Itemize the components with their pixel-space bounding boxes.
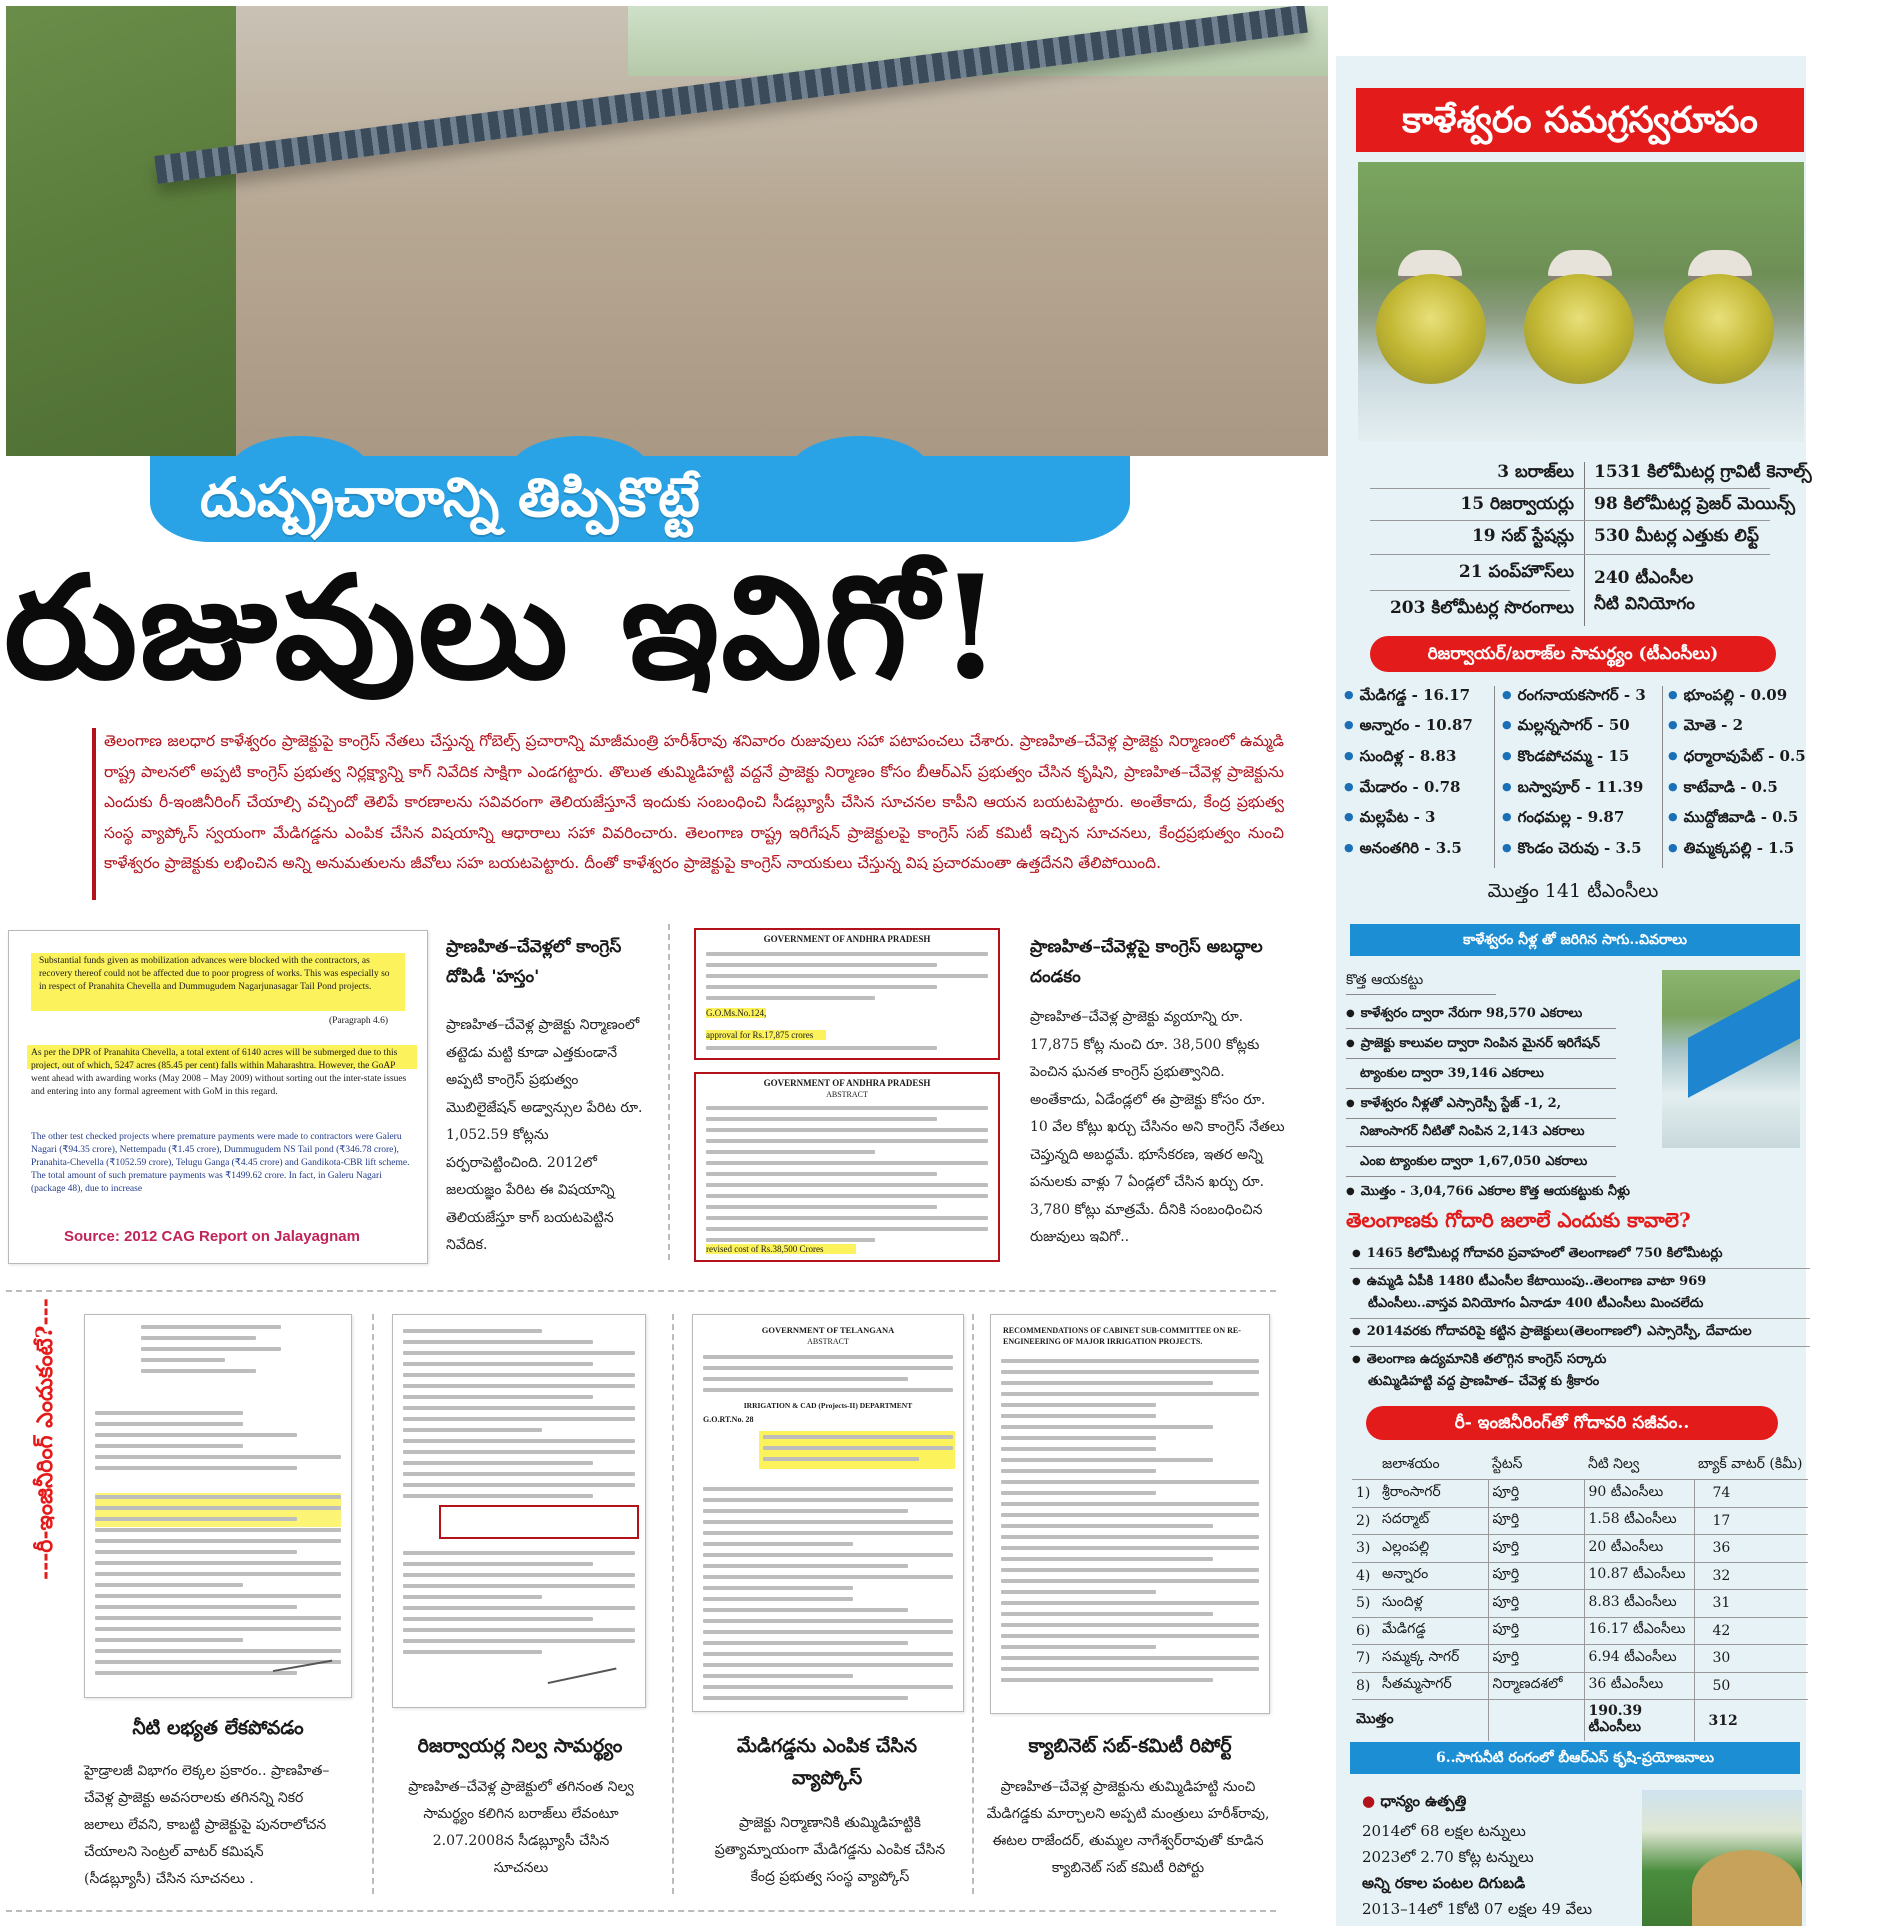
cwc-letter-1 [84,1314,352,1698]
capacity-item: ● అనంతగిరి - 3.5 [1344,839,1462,861]
total-label: మొత్తం [1352,1700,1488,1742]
reason-1-title: నీటి లభ్యత లేకపోవడం [132,1717,304,1739]
stat-right: 98 కిలోమీటర్ల ప్రెజర్ మెయిన్స్ [1594,494,1795,514]
reservoir-name: సుందిళ్ల [1378,1590,1488,1618]
reservoir-storage: 1.58 టీఎంసీలు [1584,1507,1694,1535]
irrigation-title: కాళేశ్వరం నీళ్ల తో జరిగిన సాగు..వివరాలు [1350,924,1800,956]
cag-source-caption: Source: 2012 CAG Report on Jalayagnam [64,1228,360,1245]
page-bottom-divider [6,1910,1276,1912]
list-rule [1350,1318,1810,1319]
list-rule [1346,1176,1616,1177]
go-approval-highlight: approval for Rs.17,875 crores [706,1030,826,1040]
table-header [1352,1452,1378,1480]
reason-1-body: హైడ్రాలజీ విభాగం లెక్కల ప్రకారం.. ప్రాణహిత–చేవెళ్ల ప్రాజెక్టు అవసరాలకు తగినన్ని నికర జలాలు లేవని, కాబట్టి ప్రాజెక్టుపై పునరాలోచన చేయాలని సెంట్రల్ వాటర్ కమిషన్ (సీడబ్ల్యూసీ) చేసిన సూచనలు . [84,1763,330,1887]
stat-right: 530 మీటర్ల ఎత్తుకు లిఫ్ట్ [1594,526,1759,546]
reason-2-body: ప్రాణహిత–చేవెళ్ల ప్రాజెక్టులో తగినంత నిల్వ సామర్థ్యం కలిగిన బరాజ్‌లు లేవంటూ 2.07.2008న సీడబ్ల్యూసీ చేసిన సూచనలు [408,1779,634,1876]
total-backwater: 312 [1694,1700,1808,1742]
reservoir-name: శ్రీరాంసాగర్ [1378,1480,1488,1508]
stat-left: 3 బరాజ్‌లు [1497,462,1574,482]
capacity-item: ● సుందిళ్ల - 8.83 [1344,747,1456,769]
table-row [1352,1480,1808,1508]
stat-right: నీటి వినియోగం [1594,594,1695,614]
cag-para-1: Substantial funds given as mobilization advances were blocked with the contractors, as recovery thereof could not be affected due to poor progress of works. This was especially so in respect of Pranahita Chevella and Dummugudem Nagarjunasagar Tail Pond projects. [39,956,390,992]
reservoir-storage: 90 టీఎంసీలు [1584,1480,1694,1508]
godari-item: ● 2014వరకు గోదావరిపై కట్టిన ప్రాజెక్టులు(తెలంగాణలో) ఎస్సారెస్పీ, దేవాదుల [1352,1324,1752,1342]
stat-left: 21 పంప్‌హౌస్‌లు [1458,562,1574,582]
reservoir-status: పూర్తి [1488,1507,1584,1535]
irrigation-item: ● మొత్తం - 3,04,766 ఎకరాల కొత్త ఆయకట్టుకు నీళ్లు [1346,1184,1796,1202]
section-body-abaddalu: ప్రాణహిత–చేవెళ్ల ప్రాజెక్టు వ్యయాన్ని రూ. 17,875 కోట్ల నుంచి రూ. 38,500 కోట్లకు పెంచిన ఘనత కాంగ్రెస్ ప్రభుత్వానిది. అంతేకాదు, ఏడేండ్లలో ఈ ప్రాజెక్టు కోసం రూ. 10 వేల కోట్లు ఖర్చు చేసినం అని కాంగ్రెస్ నేతలు చెప్తున్నది అబద్ధమే. భూసేకరణ, ఇతర అన్ని పనులకు వాళ్లు 7 ఏండ్లలో చేసిన ఖర్చు రూ. 3,780 కోట్లు మాత్రమే. దీనికి సంబంధించిన రుజువులు ఇవిగో.. [1030,1009,1285,1245]
reservoir-status: పూర్తి [1488,1535,1584,1563]
reservoir-name: ఎల్లంపల్లి [1378,1535,1488,1563]
grid-divider [1494,686,1495,868]
hero-barrage-photo [6,6,1328,456]
letterhead-block [141,1325,281,1395]
go-ts-abstract: ABSTRACT [807,1337,849,1346]
brs-item-label: ధాన్యం ఉత్పత్తి [1380,1792,1467,1810]
list-rule [1350,1346,1810,1347]
table-row [1352,1590,1808,1618]
stat-left: 19 సబ్ స్టేషన్లు [1471,526,1574,546]
capacity-item: ● భూంపల్లి - 0.09 [1668,686,1787,708]
table-row [1352,1507,1808,1535]
row-number: 6) [1352,1617,1378,1645]
reservoir-backwater: 42 [1694,1617,1808,1645]
reservoir-backwater: 17 [1694,1507,1808,1535]
cwc-letter-2 [392,1314,646,1708]
reengineering-side-label: ---రీ-ఇంజినీరింగ్ ఎందుకంటే?--- [32,1298,58,1580]
goap-go-excerpt [692,924,1002,1264]
grid-divider [1662,686,1663,868]
row-number: 3) [1352,1535,1378,1563]
go-number: G.O.Ms.No.124, [706,1008,767,1018]
pump-outlet-photo [1358,162,1804,442]
reservoir-name: అన్నారం [1378,1562,1488,1590]
cag-para-2: As per the DPR of Pranahita Chevella, a total extent of 6140 acres will be submerged due to this project, out of which, 5247 acres (85.45 per cent) falls within Maharashtra. However, the GoAP went ahead with awarding works (May 2008 – May 2009) without sorting out the inter-state issues and entering into any formal agreement with GoM in this regard. [31,1048,407,1097]
water-outlet [1524,274,1634,384]
go-revised-highlight: revised cost of Rs.38,500 Crores [706,1244,856,1254]
grain-heap [1692,1850,1802,1926]
bullet: ● [1362,1792,1381,1810]
water-outlet [1376,274,1486,384]
go-header: GOVERNMENT OF ANDHRA PRADESH [763,934,931,944]
godari-heading: తెలంగాణకు గోదారి జలాలే ఎందుకు కావాలె? [1346,1208,1691,1232]
capacity-item: ● మేడిగడ్డ - 16.17 [1344,686,1470,708]
main-headline: రుజువులు ఇవిగో! [4,545,1004,711]
capacity-title: రిజర్వాయర్/బరాజ్‌ల సామర్థ్యం (టీఎంసీలు) [1370,636,1776,672]
capacity-item: ● గంధమల్ల - 9.87 [1502,808,1624,830]
list-rule [1346,994,1496,995]
table-row [1352,1562,1808,1590]
table-row [1352,1535,1808,1563]
reservoir-status: నిర్మాణదశలో [1488,1672,1584,1700]
stats-rule [1370,488,1770,489]
reengineering-title: రీ- ఇంజినీరింగ్‌తో గోదావరి సజీవం.. [1366,1406,1778,1440]
list-rule [1346,1118,1616,1119]
reservoir-storage: 10.87 టీఎంసీలు [1584,1562,1694,1590]
stat-left: 203 కిలోమీటర్ల సొరంగాలు [1389,598,1574,618]
column-divider [372,1314,374,1894]
row-number: 5) [1352,1590,1378,1618]
stats-divider [1584,462,1585,626]
column-divider [672,1314,674,1894]
banner-bump [790,436,930,506]
row-number: 4) [1352,1562,1378,1590]
capacity-total: మొత్తం 141 టీఎంసీలు [1487,880,1659,902]
blue-spillway [1688,974,1800,1098]
brs-line: 2014లో 68 లక్షల టన్నులు [1362,1822,1526,1840]
go-box-1 [694,928,1000,1060]
reason-4-body: ప్రాణహిత–చేవెళ్ల ప్రాజెక్టును తుమ్మిడిహట్టి నుంచి మేడిగడ్డకు మార్చాలని అప్పటి మంత్రులు హరీశ్‌రావు, ఈటల రాజేందర్, తుమ్మల నాగేశ్వర్‌రావుతో కూడిన క్యాబినెట్ సబ్ కమిటీ రిపోర్టు [986,1779,1270,1876]
godari-item: తుమ్మిడిహట్టి వద్ద ప్రాణహిత– చేవెళ్ల కు శ్రీకారం [1368,1374,1600,1389]
capacity-item: ● బస్వాపూర్ - 11.39 [1502,778,1643,800]
total-status [1488,1700,1584,1742]
table-row [1352,1672,1808,1700]
irrigation-item: ● ప్రాజెక్టు కాలువల ద్వారా నింపిన మైనర్ ఇరిగేషన్ [1346,1036,1600,1054]
irrigation-item: నిజాంసాగర్ నీటితో నింపిన 2,143 ఎకరాలు [1360,1124,1585,1139]
reservoir-name: సీతమ్మసాగర్ [1378,1672,1488,1700]
brs-line: 2013–14లో 1కోటి 07 లక్షల 49 వేలు [1362,1900,1593,1918]
cag-report-excerpt [8,930,428,1264]
stats-rule [1370,520,1770,521]
reservoir-storage: 36 టీఎంసీలు [1584,1672,1694,1700]
brs-line: అన్ని రకాల పంటల దిగుబడి [1362,1874,1526,1892]
irrigation-item: ● కాళేశ్వరం నీళ్లతో ఎస్సారెస్పీ స్టేజ్ -1, 2, [1346,1096,1561,1114]
reservoir-backwater: 74 [1694,1480,1808,1508]
go-ts-header: GOVERNMENT OF TELANGANA [761,1325,895,1335]
reservoir-name: సమ్మక్క సాగర్ [1378,1645,1488,1673]
capacity-item: ● మేడారం - 0.78 [1344,778,1460,800]
section-body-hastam: ప్రాణహిత–చేవెళ్ల ప్రాజెక్టు నిర్మాణంలో తట్టెడు మట్టి కూడా ఎత్తకుండానే అప్పటి కాంగ్రెస్ ప్రభుత్వం మొబిలైజేషన్ అడ్వాన్సుల పేరిట రూ. 1,052.59 కోట్లను పర్పరాపెట్టించింది. 2012లో జలయజ్ఞం పేరిట ఈ విషయాన్ని తెలియజేస్తూ కాగ్ బయటపెట్టిన నివేదిక. [446,1017,643,1253]
capacity-item: ● మోతె - 2 [1668,716,1743,738]
list-rule [1346,1146,1616,1147]
reservoir-storage: 6.94 టీఎంసీలు [1584,1645,1694,1673]
section-title-hastam: ప్రాణహిత–చేవెళ్లలో కాంగ్రెస్ దోపిడీ 'హస్తం' [446,937,622,987]
sidebar-title: కాళేశ్వరం సమగ్రస్వరూపం [1356,88,1804,152]
capacity-item: ● కాటేవాడి - 0.5 [1668,778,1778,800]
godari-item: ● ఉమ్మడి ఏపీకి 1480 టీఎంసీల కేటాయింపు..తెలంగాణ వాటా 969 [1352,1274,1706,1292]
cabinet-header: RECOMMENDATIONS OF CABINET SUB-COMMITTEE ON RE-ENGINEERING OF MAJOR IRRIGATION PROJECTS. [1003,1326,1241,1346]
row-number: 2) [1352,1507,1378,1535]
table-header: బ్యాక్ వాటర్ (కిమీ) [1698,1456,1803,1472]
reservoir-status: పూర్తి [1488,1562,1584,1590]
reason-4-title: క్యాబినెట్ సబ్-కమిటీ రిపోర్ట్ [1028,1735,1232,1757]
godari-item: ● 1465 కిలోమీటర్ల గోదావరి ప్రవాహంలో తెలంగాణలో 750 కిలోమీటర్లు [1352,1246,1723,1264]
irrigation-intro: కొత్త ఆయకట్టు [1346,972,1424,988]
stat-right: 1531 కిలోమీటర్ల గ్రావిటీ కెనాల్స్ [1594,462,1812,482]
column-divider [668,924,670,1260]
reservoir-name: సదర్మాట్ [1378,1507,1488,1535]
reason-3-title: మేడిగడ్డను ఎంపిక చేసిన వ్యాప్కోస్ [736,1735,918,1789]
capacity-item: ● రంగనాయకసాగర్ - 3 [1502,686,1646,708]
table-row [1352,1617,1808,1645]
highlight-box [439,1505,639,1539]
row-number: 8) [1352,1672,1378,1700]
paddy-harvest-photo [1642,1790,1802,1926]
capacity-item: ● అన్నారం - 10.87 [1344,716,1473,738]
brs-item [1362,1792,1466,1814]
telangana-go-excerpt [692,1314,964,1712]
go-ts-department: IRRIGATION & CAD (Projects-II) DEPARTMENT [743,1401,913,1410]
list-rule [1346,1058,1616,1059]
capacity-item: ● ధర్మారావుపేట్ - 0.5 [1668,747,1806,769]
riverbank-land [6,6,236,456]
capacity-item: ● ముద్దోజివాడి - 0.5 [1668,808,1798,830]
godari-item: ● తెలంగాణ ఉద్యమానికి తలొగ్గిన కాంగ్రెస్ సర్కారు [1352,1352,1606,1370]
total-storage: 190.39 టీఎంసీలు [1584,1700,1694,1742]
go-ts-number: G.O.RT.No. 28 [703,1415,754,1424]
reservoir-storage: 16.17 టీఎంసీలు [1584,1617,1694,1645]
column-divider [972,1314,974,1894]
reservoir-backwater: 36 [1694,1535,1808,1563]
row-number: 7) [1352,1645,1378,1673]
reservoir-backwater: 31 [1694,1590,1808,1618]
section-title-abaddalu: ప్రాణహిత–చేవెళ్లపై కాంగ్రెస్ అబద్ధాల దండకం [1030,937,1263,987]
table-header: స్టేటస్ [1492,1456,1523,1472]
reservoir-storage: 8.83 టీఎంసీలు [1584,1590,1694,1618]
capacity-item: ● కొండపోచమ్మ - 15 [1502,747,1629,769]
go-box-2 [694,1072,1000,1262]
cag-para-3: The other test checked projects where premature payments were made to contractors were Galeru Nagari (₹94.35 crore), Nettempadu (₹1.45 crore), Dummugudem NS Tail pond (₹346.78 crore), Pranahita-Chevella (₹1052.59 crore), Telugu Ganga (₹4.45 crore) and Gandikota-CBR lift scheme. The total amount of such premature payments was ₹1499.62 crore. In fact, in Galeru Nagari (package 48), due to increase [31,1132,410,1194]
reservoir-table [1352,1452,1808,1741]
reservoir-name: మేడిగడ్డ [1378,1617,1488,1645]
reservoir-status: పూర్తి [1488,1645,1584,1673]
reservoir-backwater: 30 [1694,1645,1808,1673]
lead-paragraph: తెలంగాణ జలధార కాళేశ్వరం ప్రాజెక్టుపై కాంగ్రెస్ నేతలు చేస్తున్న గోబెల్స్ ప్రచారాన్ని మాజీమంత్రి హరీశ్‌రావు శనివారం రుజువులు సహా పటాపంచలు చేశారు. ప్రాణహిత–చేవెళ్ల ప్రాజెక్టు నిర్మాణంలో ఉమ్మడి రాష్ట్ర పాలనలో అప్పటి కాంగ్రెస్ ప్రభుత్వ నిర్లక్ష్యాన్ని కాగ్ నివేదిక సాక్షిగా ఎండగట్టారు. తొలుత తుమ్మిడిహట్టి వద్దనే ప్రాజెక్టు నిర్మాణం కోసం బీఆర్‌ఎస్ ప్రభుత్వం చేసిన కృషిని, ప్రాణహిత–చేవెళ్ల ప్రాజెక్టును ఎందుకు రీ-ఇంజినీరింగ్ చేయాల్సి వచ్చిందో తెలిపే కారణాలను సవివరంగా తెలియజేస్తూనే ఇందుకు సంబంధించి సీడబ్ల్యూసీ చేసిన సూచనల కాపీని ఆయన బయటపెట్టారు. అంతేకాదు, కేంద్ర ప్రభుత్వ సంస్థ వ్యాప్కోస్ స్వయంగా మేడిగడ్డను ఎంపిక చేసిన విషయాన్ని ఆధారాలు సహా వివరించారు. తెలంగాణ రాష్ట్ర ఇరిగేషన్ ప్రాజెక్టులపై కాంగ్రెస్ సబ్ కమిటీ ఇచ్చిన సూచనలు, కేంద్రప్రభుత్వం నుంచి కాళేశ్వరం ప్రాజెక్టుకు లభించిన అన్ని అనుమతులను జీవోలు సహ బయటపెట్టారు. దీంతో కాళేశ్వరం ప్రాజెక్టుపై కాంగ్రెస్ నాయకులు చేస్తున్న విష ప్రచారమంతా ఉత్తదేనని తేలిపోయింది. [104,726,1284,879]
cabinet-subcommittee-excerpt [990,1314,1270,1714]
brs-line: 2023లో 2.70 కోట్ల టన్నులు [1362,1848,1534,1866]
table-header: జలాశయం [1382,1456,1440,1472]
reservoir-storage: 20 టీఎంసీలు [1584,1535,1694,1563]
go-header-2: GOVERNMENT OF ANDHRA PRADESH [763,1078,931,1088]
irrigation-item: ● కాళేశ్వరం ద్వారా నేరుగా 98,570 ఎకరాలు [1346,1006,1582,1024]
list-rule [1346,1088,1616,1089]
stats-rule [1370,590,1570,591]
irrigation-item: ట్యాంకుల ద్వారా 39,146 ఎకరాలు [1360,1066,1544,1081]
stat-left: 15 రిజర్వాయర్లు [1460,494,1574,514]
reservoir-backwater: 32 [1694,1562,1808,1590]
godari-item: టీఎంసీలు..వాస్తవ వినియోగం ఏనాడూ 400 టీఎంసీలు మించలేదు [1368,1296,1704,1311]
row-number: 1) [1352,1480,1378,1508]
reason-2-title: రిజర్వాయర్ల నిల్వ సామర్థ్యం [417,1735,623,1757]
list-rule [1350,1268,1810,1269]
stats-rule [1370,554,1770,555]
cag-para-ref: (Paragraph 4.6) [329,1016,389,1026]
reservoir-backwater: 50 [1694,1672,1808,1700]
row-divider [6,1290,1276,1292]
table-header: నీటి నిల్వ [1588,1456,1640,1472]
go-abstract: ABSTRACT [826,1090,868,1099]
brs-title: 6..సాగునీటి రంగంలో బీఆర్‌ఎస్ కృషి-ప్రయోజనాలు [1350,1742,1800,1774]
table-total-row [1352,1700,1808,1742]
reason-3-body: ప్రాజెక్టు నిర్మాణానికి తుమ్మిడిహట్టికి ప్రత్యామ్నాయంగా మేడిగడ్డను ఎంపిక చేసిన కేంద్ర ప్రభుత్వ సంస్థ వ్యాప్కోస్ [714,1815,946,1885]
capacity-item: ● మల్లపేట - 3 [1344,808,1435,830]
reservoir-status: పూర్తి [1488,1617,1584,1645]
capacity-item: ● కొండం చెరువు - 3.5 [1502,839,1642,861]
reservoir-status: పూర్తి [1488,1590,1584,1618]
reservoir-status: పూర్తి [1488,1480,1584,1508]
stat-right: 240 టీఎంసీల [1594,568,1694,588]
list-rule [1346,1028,1616,1029]
capacity-item: ● మల్లన్నసాగర్ - 50 [1502,716,1630,738]
water-outlet [1664,274,1774,384]
canal-outlet-photo [1662,970,1800,1148]
capacity-item: ● తిమ్మక్కపల్లి - 1.5 [1668,839,1794,861]
table-row [1352,1645,1808,1673]
headline-kicker: దుష్ప్రచారాన్ని తిప్పికొట్టే [200,465,700,529]
irrigation-item: ఎంఐ ట్యాంకుల ద్వారా 1,67,050 ఎకరాలు [1360,1154,1588,1169]
